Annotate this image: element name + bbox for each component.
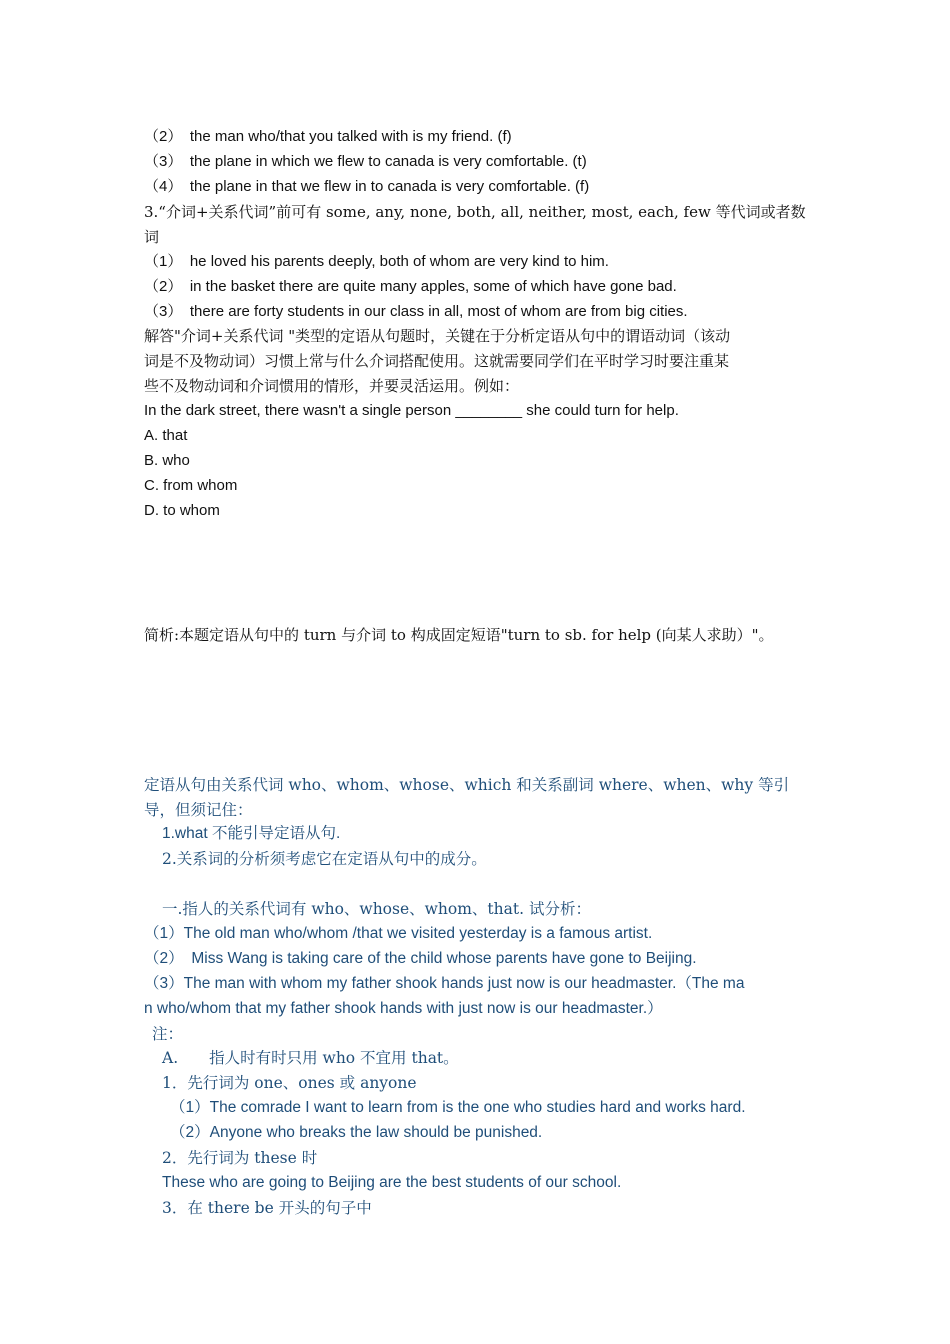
- brief-analysis: 简析:本题定语从句中的 turn 与介词 to 构成固定短语"turn to sb. for help (向某人求助）"。: [144, 626, 774, 644]
- point-1: 1.what 不能引导定语从句.: [162, 825, 341, 842]
- question-stem: In the dark street, there wasn't a single person ________ she could turn for help.: [144, 402, 679, 419]
- explanation-line-1: 解答"介词+关系代词 "类型的定语从句题时，关键在于分析定语从句中的谓语动词（该动: [144, 327, 731, 345]
- option-a: A. that: [144, 427, 188, 444]
- option-d: D. to whom: [144, 502, 220, 519]
- option-c: C. from whom: [144, 477, 238, 494]
- note-1-example-2: （2）Anyone who breaks the law should be punished.: [170, 1124, 543, 1141]
- rule-3-heading-cont: 词: [144, 228, 160, 246]
- intro-line-2: 导，但须记住：: [144, 801, 253, 819]
- person-example-3: （3）The man with whom my father shook hands just now is our headmaster.（The ma: [144, 975, 745, 992]
- person-example-1: （1）The old man who/whom /that we visited yesterday is a famous artist.: [144, 925, 653, 942]
- rule-3-heading: 3.“介词+关系代词”前可有 some, any, none, both, all, neither, most, each, few 等代词或者数: [144, 203, 806, 221]
- rule-3-example-3: （3） there are forty students in our class in all, most of whom are from big cities.: [144, 303, 688, 320]
- example-line-3: （3） the plane in which we flew to canada is very comfortable. (t): [144, 153, 587, 170]
- note-3: 3．在 there be 开头的句子中: [162, 1199, 372, 1217]
- explanation-line-2: 词是不及物动词）习惯上常与什么介词搭配使用。这就需要同学们在平时学习时要注重某: [144, 352, 730, 370]
- note-a: A. 指人时有时只用 who 不宜用 that。: [162, 1049, 459, 1067]
- point-2: 2.关系词的分析须考虑它在定语从句中的成分。: [162, 850, 487, 868]
- example-line-4: （4） the plane in that we flew in to canada is very comfortable. (f): [144, 178, 590, 195]
- section-heading-one: 一.指人的关系代词有 who、whose、whom、that. 试分析：: [162, 900, 591, 918]
- person-example-2: （2） Miss Wang is taking care of the child whose parents have gone to Beijing.: [144, 950, 697, 967]
- example-line-2: （2） the man who/that you talked with is my friend. (f): [144, 128, 512, 145]
- intro-line-1: 定语从句由关系代词 who、whom、whose、which 和关系副词 where、when、why 等引: [144, 776, 790, 794]
- rule-3-example-1: （1） he loved his parents deeply, both of whom are very kind to him.: [144, 253, 609, 270]
- note-1: 1．先行词为 one、ones 或 anyone: [162, 1074, 417, 1092]
- option-b: B. who: [144, 452, 190, 469]
- note-2-example: These who are going to Beijing are the best students of our school.: [162, 1174, 622, 1191]
- note-2: 2．先行词为 these 时: [162, 1149, 318, 1167]
- explanation-line-3: 些不及物动词和介词惯用的情形，并要灵活运用。例如：: [144, 377, 520, 395]
- note-1-example-1: （1）The comrade I want to learn from is the one who studies hard and works hard.: [170, 1099, 746, 1116]
- note-label: 注：: [152, 1025, 184, 1043]
- person-example-3-cont: n who/whom that my father shook hands with just now is our headmaster.）: [144, 1000, 663, 1017]
- rule-3-example-2: （2） in the basket there are quite many apples, some of which have gone bad.: [144, 278, 677, 295]
